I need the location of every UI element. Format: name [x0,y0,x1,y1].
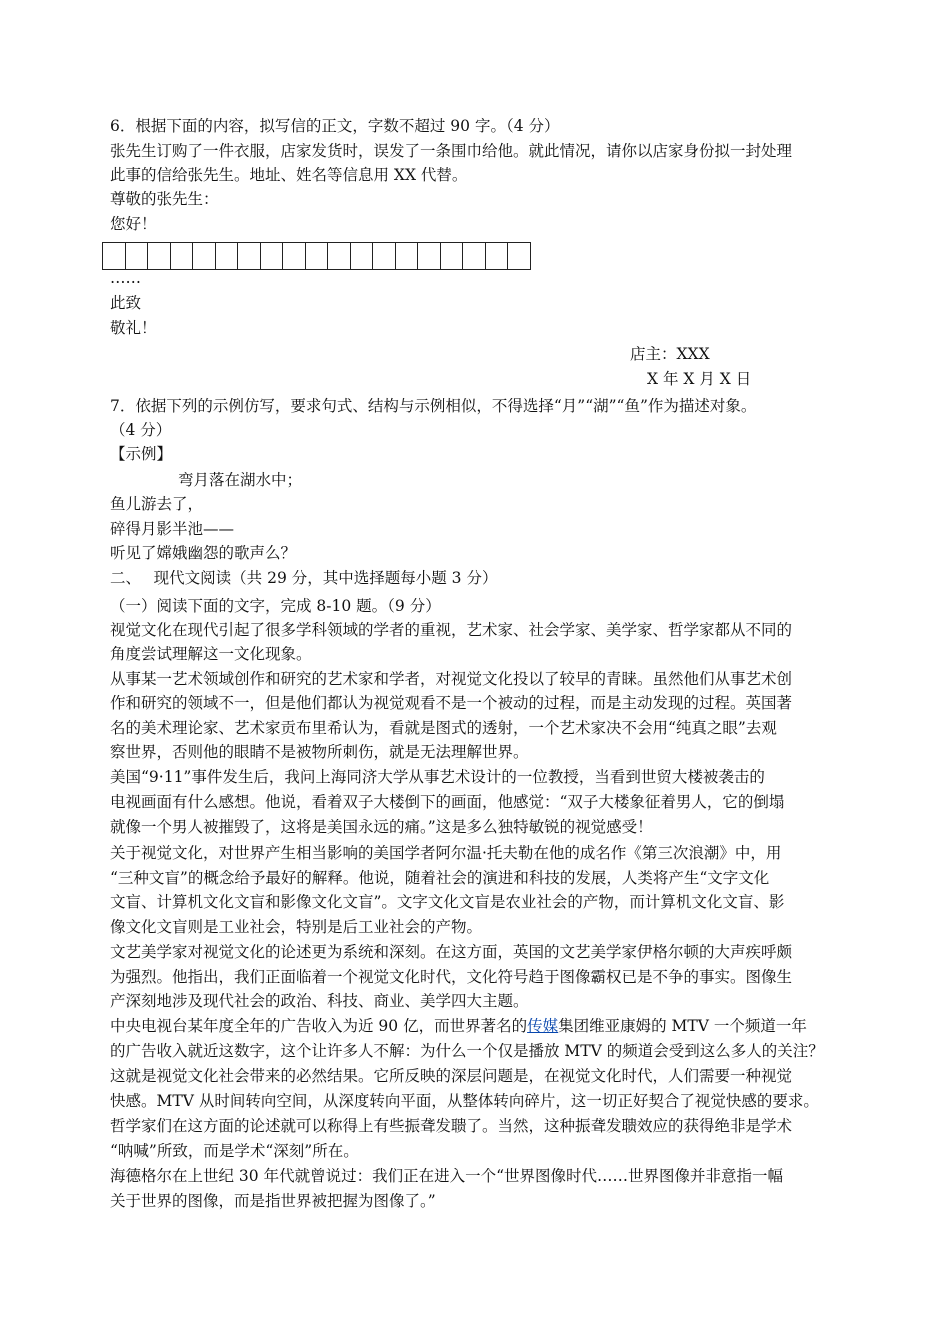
answer-cell[interactable] [193,243,216,269]
passage-line: 从事某一艺术领域创作和研究的艺术家和学者，对视觉文化投以了较早的青睐。虽然他们从事艺术创 [110,670,793,688]
letter-date: X 年 X 月 X 日 [647,370,752,388]
answer-cell[interactable] [418,243,441,269]
section-subheading: （一）阅读下面的文字，完成 8-10 题。（9 分） [110,597,441,615]
answer-cell[interactable] [216,243,239,269]
answer-cell[interactable] [283,243,306,269]
answer-cell[interactable] [171,243,194,269]
answer-cell[interactable] [351,243,374,269]
passage-line: 快感。MTV 从时间转向空间，从深度转向平面，从整体转向碎片，这一切正好契合了视觉快感的要求。 [110,1092,819,1110]
media-link[interactable]: 传媒 [527,1017,559,1035]
letter-greeting: 您好！ [110,215,157,233]
passage-line: 像文化文盲则是工业社会，特别是后工业社会的产物。 [110,918,483,936]
answer-cell[interactable] [396,243,419,269]
answer-cell[interactable] [306,243,329,269]
passage-line: 角度尝试理解这一文化现象。 [110,645,312,663]
passage-line: 文盲、计算机文化文盲和影像文化文盲”。文字文化文盲是农业社会的产物，而计算机文化文盲、影 [110,893,785,911]
poem-line: 弯月落在湖水中； [178,471,303,489]
passage-line: 美国“9·11”事件发生后，我问上海同济大学从事艺术设计的一位教授，当看到世贸大楼被袭击的 [110,768,765,786]
q6-prompt-line: 张先生订购了一件衣服，店家发货时，误发了一条围巾给他。就此情况，请你以店家身份拟一封处理 [110,142,793,160]
passage-line: 察世界，否则他的眼睛不是被物所刺伤，就是无法理解世界。 [110,743,529,761]
passage-line: 名的美术理论家、艺术家贡布里希认为，看就是图式的透射，一个艺术家决不会用“纯真之眼”去观 [110,719,777,737]
answer-cell[interactable] [373,243,396,269]
passage-line: 文艺美学家对视觉文化的论述更为系统和深刻。在这方面，英国的文艺美学家伊格尔顿的大声疾呼颇 [110,943,793,961]
letter-closing: 此致 [110,294,142,312]
q7-title: （4 分） [110,421,172,439]
q6-title: 6．根据下面的内容，拟写信的正文，字数不超过 90 字。（4 分） [110,117,560,135]
letter-ellipsis: …… [110,269,141,287]
passage-line: 关于视觉文化，对世界产生相当影响的美国学者阿尔温·托夫勒在他的成名作《第三次浪潮》中，用 [110,844,782,862]
poem-line: 鱼儿游去了， [110,495,204,513]
answer-cell[interactable] [238,243,261,269]
answer-cell[interactable] [463,243,486,269]
passage-line: 为强烈。他指出，我们正面临着一个视觉文化时代，文化符号趋于图像霸权已是不争的事实。图像生 [110,968,793,986]
passage-text: 集团维亚康姆的 MTV 一个频道一年 [558,1017,807,1035]
passage-line: “三种文盲”的概念给予最好的解释。他说，随着社会的演进和科技的发展，人类将产生“文字文化 [110,869,770,887]
poem-line: 碎得月影半池—— [110,520,235,538]
answer-cell[interactable] [328,243,351,269]
passage-line: 产深刻地涉及现代社会的政治、科技、商业、美学四大主题。 [110,992,529,1010]
answer-cell[interactable] [508,243,531,269]
passage-line: 的广告收入就近这数字，这个让许多人不解：为什么一个仅是播放 MTV 的频道会受到这么多人的关注？ [110,1042,824,1060]
passage-line: 关于世界的图像，而是指世界被把握为图像了。” [110,1192,436,1210]
passage-line: 视觉文化在现代引起了很多学科领域的学者的重视，艺术家、社会学家、美学家、哲学家都从不同的 [110,621,793,639]
passage-line: 电视画面有什么感想。他说，看着双子大楼倒下的画面，他感觉：“双子大楼象征着男人，它的倒塌 [110,793,785,811]
letter-closing: 敬礼！ [110,319,157,337]
passage-line: 海德格尔在上世纪 30 年代就曾说过：我们正在进入一个“世界图像时代……世界图像并非意指一幅 [110,1167,784,1185]
section-heading: 二、 现代文阅读（共 29 分，其中选择题每小题 3 分） [110,569,498,587]
answer-cell[interactable] [486,243,509,269]
passage-line [110,1014,807,1038]
letter-signer: 店主：XXX [630,345,710,363]
answer-cell[interactable] [148,243,171,269]
answer-grid[interactable] [102,242,531,270]
answer-cell[interactable] [441,243,464,269]
passage-line: 这就是视觉文化社会带来的必然结果。它所反映的深层问题是，在视觉文化时代，人们需要一种视觉 [110,1067,793,1085]
passage-line: 哲学家们在这方面的论述就可以称得上有些振聋发聩了。当然，这种振聋发聩效应的获得绝非是学术 [110,1117,793,1135]
q6-prompt-line: 此事的信给张先生。地址、姓名等信息用 XX 代替。 [110,166,468,184]
passage-line: 就像一个男人被摧毁了，这将是美国永远的痛。”这是多么独特敏锐的视觉感受！ [110,818,653,836]
passage-line: 作和研究的领域不一，但是他们都认为视觉观看不是一个被动的过程，而是主动发现的过程。英国著 [110,694,793,712]
passage-text: 中央电视台某年度全年的广告收入为近 90 亿，而世界著名的 [110,1017,528,1035]
example-label: 【示例】 [110,445,173,463]
letter-salutation: 尊敬的张先生： [110,190,219,208]
answer-cell[interactable] [261,243,284,269]
poem-line: 听见了嫦娥幽怨的歌声么？ [110,544,297,562]
q7-title: 7．依据下列的示例仿写，要求句式、结构与示例相似，不得选择“月”“湖”“鱼”作为描述对象。 [110,397,757,415]
passage-line: “呐喊”所致，而是学术“深刻”所在。 [110,1142,359,1160]
